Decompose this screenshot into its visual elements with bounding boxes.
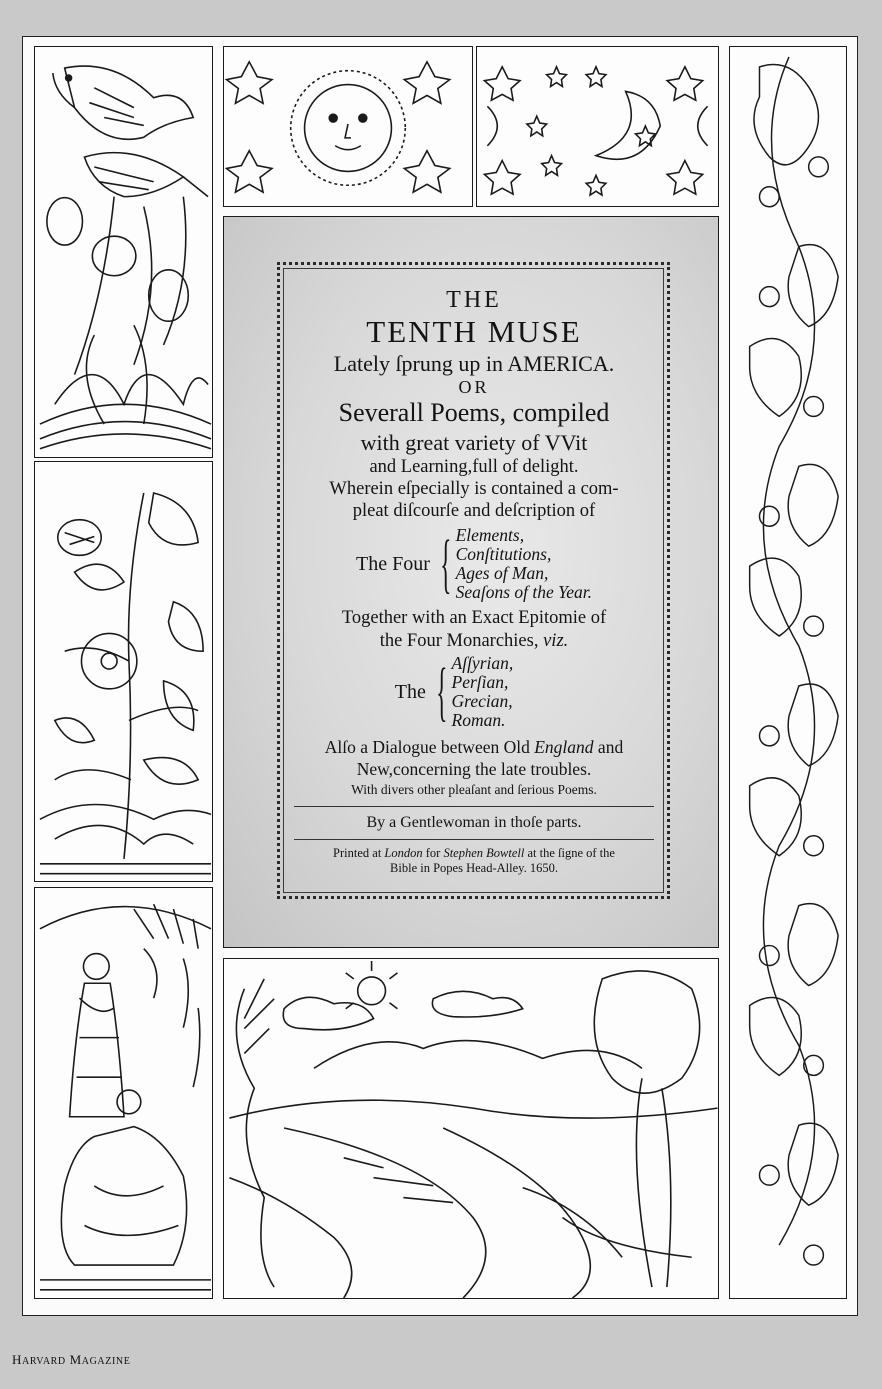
imprint-line-2: Bible in Popes Head-Alley. 1650. [390,861,558,875]
title-learning: and Learning,full of delight. [369,457,579,477]
moon-stars-illustration [477,47,718,206]
title-severall-poems: Severall Poems, compiled [338,398,610,427]
birds-flowers-illustration [35,47,212,457]
flowering-plant-woodcut [34,461,213,882]
monarchies-brace: { [436,655,448,728]
title-wherein: Wherein eſpecially is contained a com- [329,479,619,499]
title-page-facsimile [223,216,719,948]
monarchies-viz: viz. [543,631,569,651]
moon-stars-woodcut [476,46,719,207]
footer-agazine: AGAZINE [81,1356,131,1367]
title-tenth-muse: TENTH MUSE [366,314,582,349]
monarchies-text: the Four Monarchies, [379,631,544,651]
monarchy-item: Aſſyrian, [451,653,514,673]
imprint-printed: Printed at [333,846,385,860]
four-item: Conſtitutions, [455,544,552,564]
magazine-footer [12,1352,130,1368]
monarchy-item: Perſian, [451,672,509,692]
river-landscape-illustration [224,959,718,1298]
four-list [284,526,664,602]
four-items [456,526,592,602]
imprint-line-1 [284,846,664,861]
the-lead: The [394,680,426,703]
imprint-signe: at the ſigne of the [524,846,615,860]
oak-leaves-illustration [730,47,846,1298]
footer-h: H [12,1352,22,1367]
subtitle-america: Lately ſprung up in AMERICA. [333,351,615,376]
title-monarchies [284,630,664,652]
footer-m: M [69,1352,82,1367]
dialogue-england: England [534,737,594,757]
title-the: THE [446,287,502,313]
four-item: Seaſons of the Year. [455,582,593,602]
monarchies-list [284,654,664,730]
monarchy-item: Roman. [451,710,506,730]
sun-face-illustration [224,47,472,206]
four-item: Elements, [455,525,525,545]
imprint-bowtell: Stephen Bowtell [443,846,525,860]
muses-woodcut [34,887,213,1299]
title-gentlewoman: By a Gentlewoman in thoſe parts. [366,814,582,831]
title-together: Together with an Exact Epitomie of [341,608,607,628]
imprint-london: London [384,846,423,860]
title-compleat: pleat diſcourſe and deſcription of [352,501,596,521]
rule-line [294,806,654,807]
sun-woodcut [223,46,473,207]
title-or: OR [458,377,490,397]
imprint-for: for [422,846,444,860]
footer-arvard: ARVARD [22,1356,66,1367]
title-divers-poems: With divers other pleaſant and ſerious Poems. [351,782,597,797]
title-dialogue [284,736,664,758]
four-brace: { [440,527,452,600]
title-variety: with great variety of VVit [360,430,588,455]
rule-line [294,839,654,840]
four-lead: The Four [355,552,430,575]
title-page-text [284,275,664,876]
dialogue-and: and [593,737,624,757]
monarchies-items [452,654,514,730]
oak-leaves-border [729,46,847,1299]
dialogue-text: Alſo a Dialogue between Old [324,737,535,757]
birds-flowers-woodcut [34,46,213,458]
title-troubles: New,concerning the late troubles. [356,759,592,779]
flowering-plant-illustration [35,462,212,881]
landscape-woodcut [223,958,719,1299]
monarchy-item: Grecian, [451,691,513,711]
muses-illustration [35,888,212,1298]
four-item: Ages of Man, [455,563,549,583]
